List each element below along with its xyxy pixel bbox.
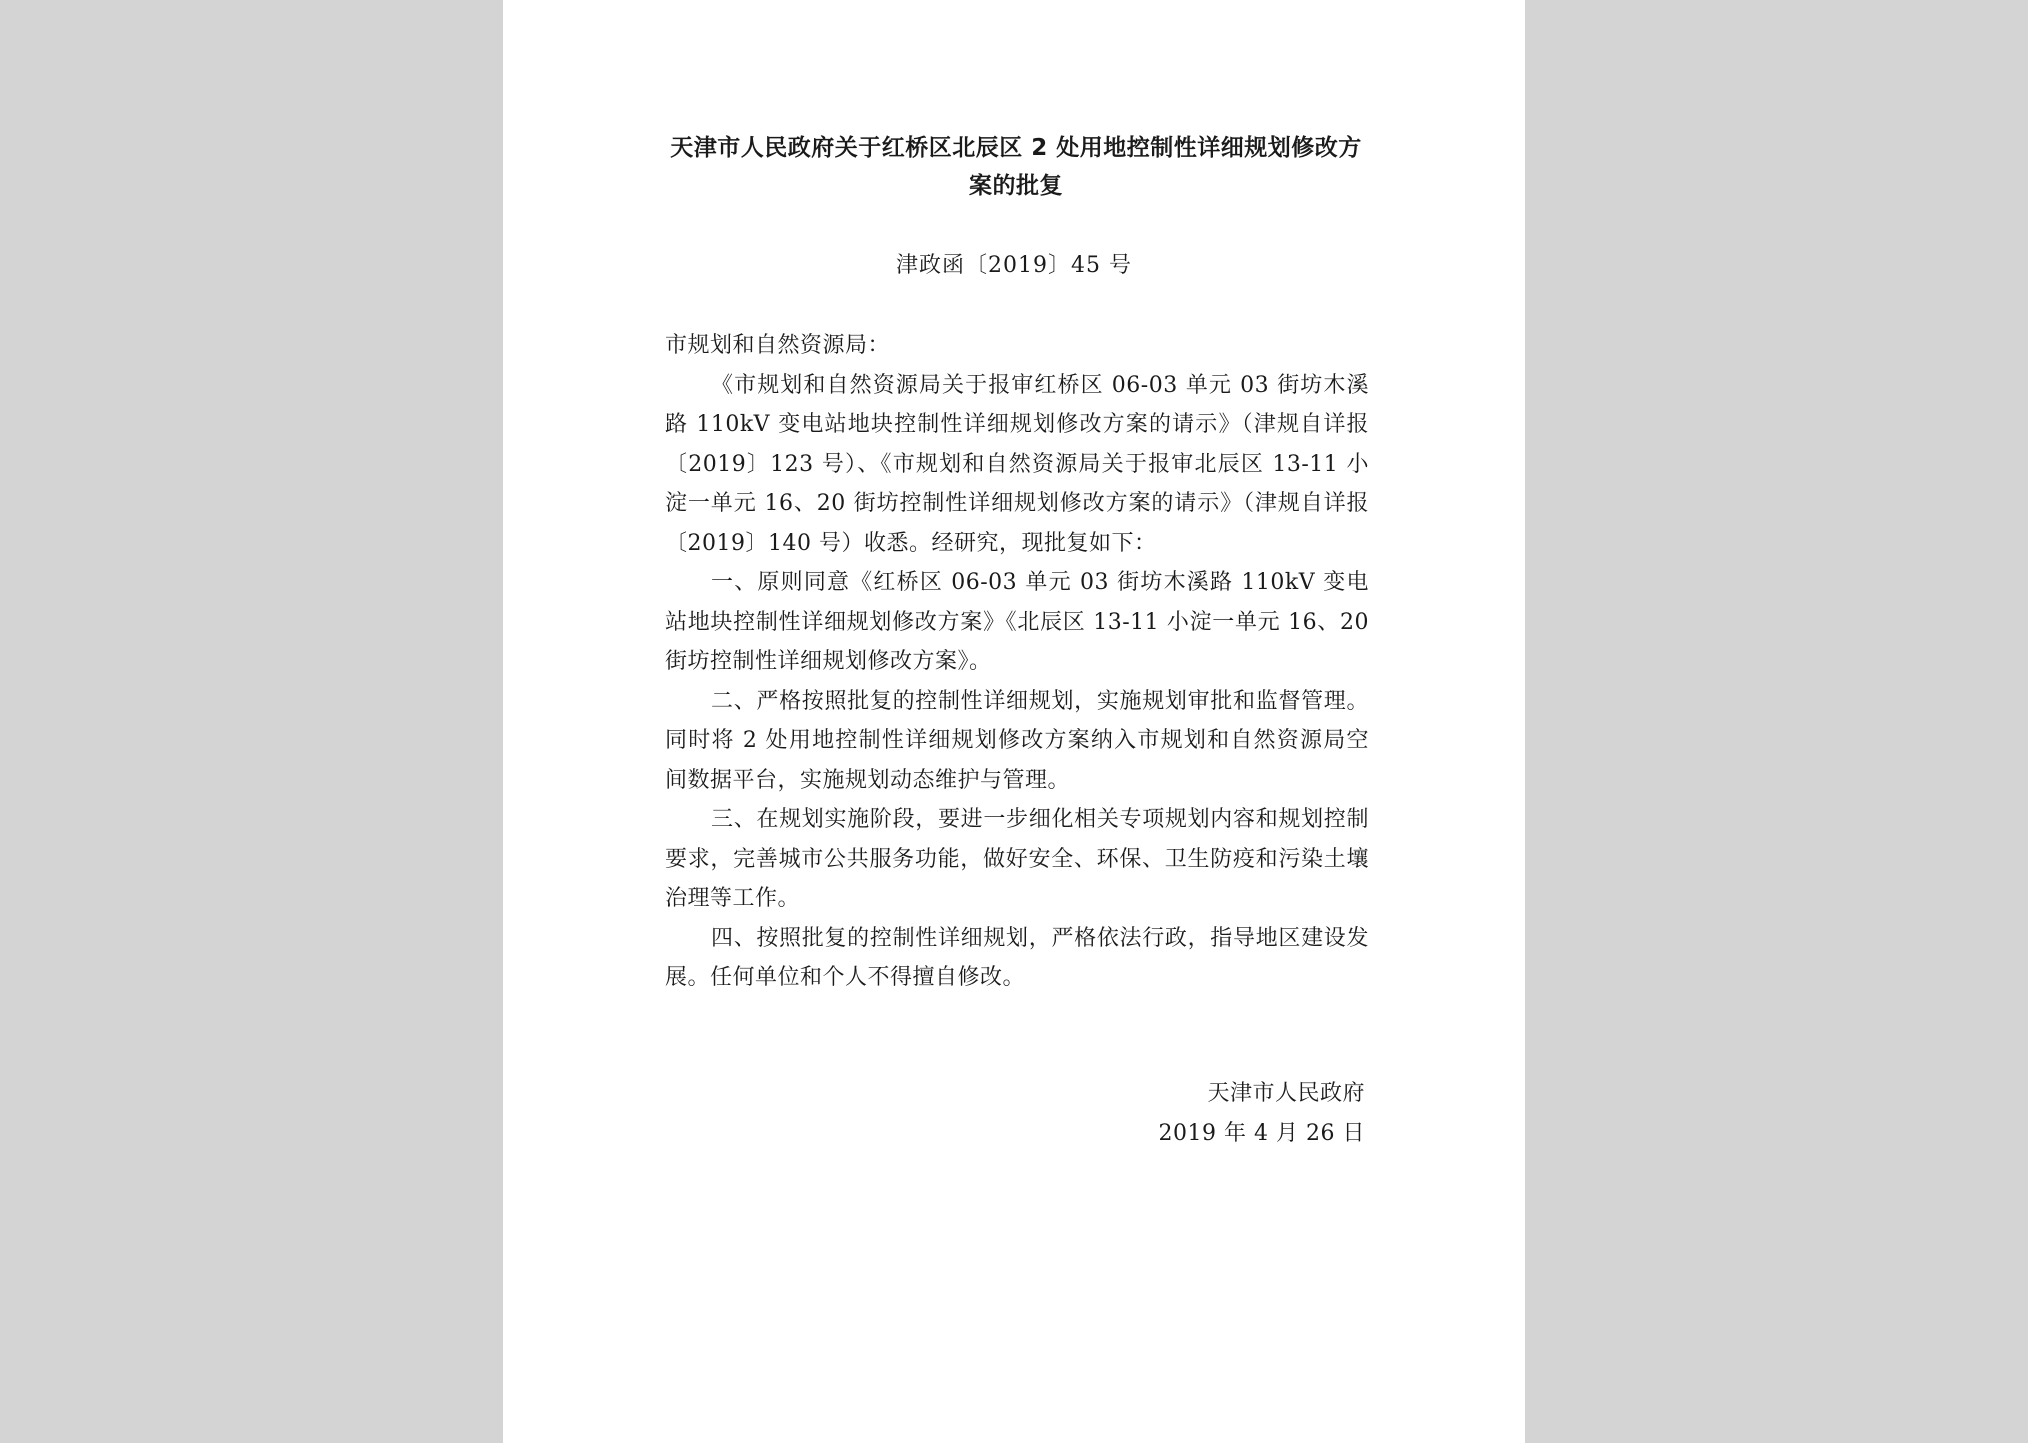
paragraph-request: 《市规划和自然资源局关于报审红桥区 06-03 单元 03 街坊木溪路 110kV 变电站地块控制性详细规划修改方案的请示》（津规自详报〔2019〕123 号）、《市规划和自然资源局关于报审北辰区 13-11 小淀一单元 16、20 街坊控制性详细规划修改方案的请示》（津规自详报〔2019〕140 号）收悉。经研究，现批复如下： [665, 372, 1369, 556]
signature-organization: 天津市人民政府 [1207, 1081, 1365, 1106]
paragraph-item-2: 二、严格按照批复的控制性详细规划，实施规划审批和监督管理。同时将 2 处用地控制性详细规划修改方案纳入市规划和自然资源局空间数据平台，实施规划动态维护与管理。 [665, 688, 1369, 793]
document-body [665, 326, 1369, 998]
document-number: 津政函〔2019〕45 号 [896, 253, 1132, 278]
document-title-line-1: 天津市人民政府关于红桥区北辰区 2 处用地控制性详细规划修改方 [670, 135, 1362, 161]
paragraph-item-3: 三、在规划实施阶段，要进一步细化相关专项规划内容和规划控制要求，完善城市公共服务功能，做好安全、环保、卫生防疫和污染土壤治理等工作。 [665, 807, 1369, 911]
paragraph-item-4: 四、按照批复的控制性详细规划，严格依法行政，指导地区建设发展。任何单位和个人不得擅自修改。 [665, 925, 1369, 990]
paragraph-item-1: 一、原则同意《红桥区 06-03 单元 03 街坊木溪路 110kV 变电站地块控制性详细规划修改方案》《北辰区 13-11 小淀一单元 16、20 街坊控制性详细规划修改方案》。 [665, 570, 1369, 674]
document-title-line-2: 案的批复 [969, 173, 1063, 199]
signature-date: 2019 年 4 月 26 日 [1158, 1121, 1365, 1146]
document-page [503, 0, 1525, 1443]
addressee: 市规划和自然资源局： [665, 333, 891, 358]
